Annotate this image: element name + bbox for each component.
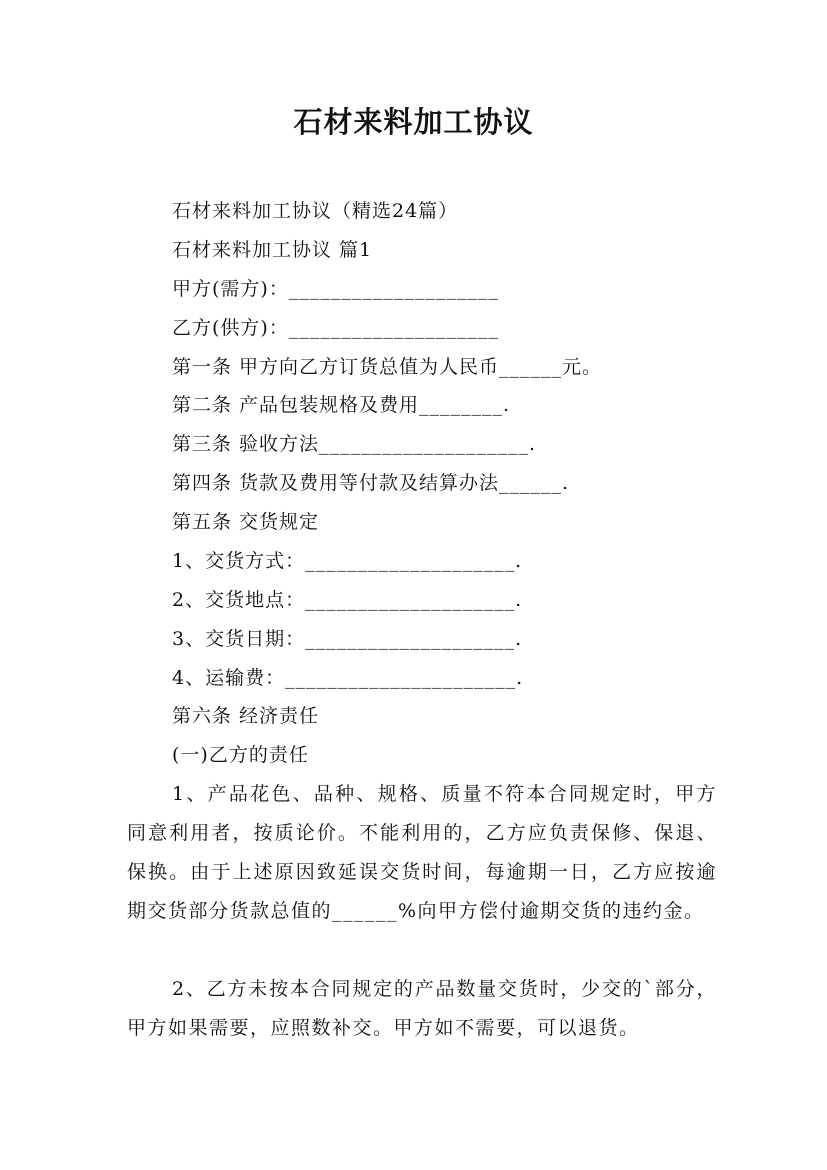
subtitle-line: 石材来料加工协议（精选24篇）	[172, 200, 459, 222]
party-b-line: 乙方(供方)：____________________	[172, 317, 499, 339]
section-heading: 石材来料加工协议 篇1	[172, 239, 373, 261]
article-1: 第一条 甲方向乙方订货总值为人民币______元。	[172, 356, 603, 378]
transport-fee-line: 4、运输费：______________________.	[172, 667, 524, 689]
article-5: 第五条 交货规定	[172, 511, 320, 533]
article-3: 第三条 验收方法____________________.	[172, 433, 537, 455]
delivery-place-line: 2、交货地点：____________________.	[172, 589, 523, 611]
article-4: 第四条 货款及费用等付款及结算办法______.	[172, 472, 570, 494]
delivery-date-line: 3、交货日期：____________________.	[172, 628, 523, 650]
clause-paragraph-2: 2、乙方未按本合同规定的产品数量交货时，少交的`部分，甲方如果需要，应照数补交。甲方如不需要，可以退货。	[127, 978, 717, 1039]
clause-paragraph-1: 1、产品花色、品种、规格、质量不符本合同规定时，甲方同意利用者，按质论价。不能利用的，乙方应负责保修、保退、保换。由于上述原因致延误交货时间，每逾期一日，乙方应按逾期交货部分货款总值的______%向甲方偿付逾期交货的违约金。	[127, 783, 717, 922]
party-b-responsibility-heading: (一)乙方的责任	[172, 744, 309, 766]
article-6: 第六条 经济责任	[172, 705, 320, 727]
delivery-method-line: 1、交货方式：____________________.	[172, 550, 523, 572]
document-title: 石材来料加工协议	[293, 105, 534, 139]
article-2: 第二条 产品包装规格及费用________.	[172, 394, 511, 416]
party-a-line: 甲方(需方)：____________________	[172, 278, 499, 300]
